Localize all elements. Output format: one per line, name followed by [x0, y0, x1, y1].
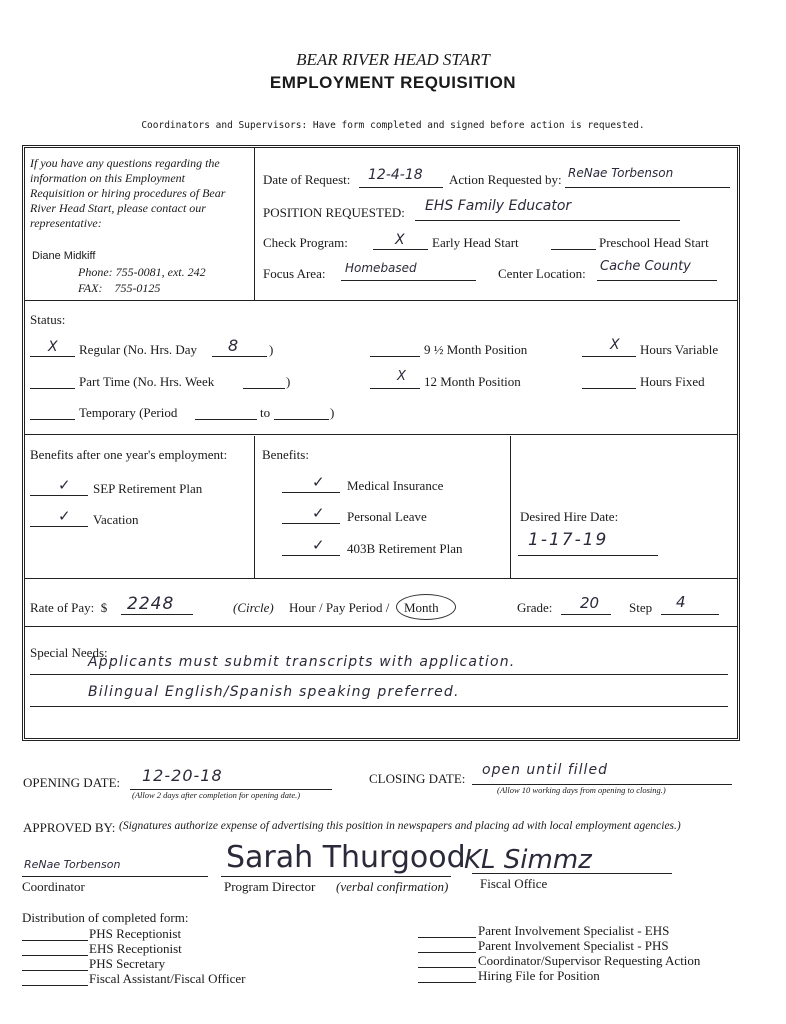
special-needs-heading: Special Needs:	[30, 645, 108, 660]
circle-label: (Circle)	[233, 600, 274, 615]
vacation-label: Vacation	[93, 512, 139, 527]
contact-phone: Phone: 755-0081, ext. 242	[78, 265, 206, 279]
personal-leave-check-mark: ✓	[312, 504, 325, 522]
temporary-from-line	[195, 419, 257, 420]
contact-name: Diane Midkiff	[32, 250, 96, 262]
sep-label: SEP Retirement Plan	[93, 481, 203, 496]
nine-month-label: 9 ½ Month Position	[424, 342, 528, 357]
month-circle	[396, 594, 456, 620]
phs-check-line	[551, 249, 596, 250]
ehs-check-mark: X	[395, 232, 405, 248]
special-needs-line-2	[30, 706, 728, 707]
step-value: 4	[676, 593, 686, 611]
distribution-item: Parent Involvement Specialist - EHS	[478, 923, 670, 938]
ehs-check-line	[373, 249, 428, 250]
distribution-item: PHS Secretary	[89, 956, 166, 971]
contact-block	[30, 156, 248, 231]
grade-line	[561, 614, 611, 615]
medical-check-line	[282, 492, 340, 493]
regular-hours-line	[212, 356, 267, 357]
grade-value: 20	[580, 594, 600, 612]
personal-leave-label: Personal Leave	[347, 509, 427, 524]
temporary-to-line	[274, 419, 329, 420]
action-requested-value: ReNae Torbenson	[568, 166, 674, 180]
distribution-check-line	[418, 967, 476, 968]
medical-check-mark: ✓	[312, 473, 325, 491]
part-time-close: )	[286, 374, 291, 389]
medical-label: Medical Insurance	[347, 478, 444, 493]
opening-date-note: (Allow 2 days after completion for opening date.)	[132, 790, 301, 800]
opening-date-value: 12-20-18	[142, 766, 223, 785]
distribution-check-line	[418, 937, 476, 938]
contact-fax: FAX: 755-0125	[78, 281, 161, 295]
twelve-month-label: 12 Month Position	[424, 374, 521, 389]
contact-line: representative:	[30, 216, 102, 230]
check-program-label: Check Program:	[263, 235, 348, 250]
part-time-check-line	[30, 388, 75, 389]
distribution-check-line	[22, 940, 88, 941]
date-of-request-line	[359, 187, 443, 188]
sep-check-line	[30, 495, 88, 496]
regular-check-mark: X	[48, 339, 58, 355]
instruction-text: Coordinators and Supervisors: Have form completed and signed before action is requested.	[141, 120, 645, 131]
divider	[24, 578, 738, 579]
director-line	[221, 876, 451, 877]
regular-check-line	[30, 356, 75, 357]
distribution-item: Parent Involvement Specialist - PHS	[478, 938, 669, 953]
date-of-request-value: 12-4-18	[368, 167, 423, 183]
desired-hire-date-label: Desired Hire Date:	[520, 509, 619, 524]
distribution-check-line	[22, 985, 88, 986]
form-title: EMPLOYMENT REQUISITION	[269, 73, 517, 92]
personal-leave-check-line	[282, 523, 340, 524]
desired-hire-date-value: 1-17-19	[528, 530, 609, 550]
center-location-value: Cache County	[600, 259, 691, 274]
grade-label: Grade:	[517, 600, 553, 615]
divider	[254, 436, 255, 578]
regular-label: Regular (No. Hrs. Day	[79, 342, 198, 357]
position-label: POSITION REQUESTED:	[263, 205, 405, 220]
focus-area-label: Focus Area:	[263, 266, 326, 281]
approved-by-note: (Signatures authorize expense of advertising this position in newspapers and placing ad with local employment agencies.)	[119, 820, 681, 832]
part-time-hours-line	[243, 388, 285, 389]
desired-hire-date-line	[518, 555, 658, 556]
divider	[24, 626, 738, 627]
distribution-check-line	[418, 982, 476, 983]
step-line	[661, 614, 719, 615]
distribution-check-line	[22, 970, 88, 971]
director-note: (verbal confirmation)	[336, 879, 449, 894]
vacation-check-line	[30, 526, 88, 527]
phs-label: Preschool Head Start	[599, 235, 709, 250]
special-needs-text-2: Bilingual English/Spanish speaking preferred.	[88, 684, 460, 700]
action-requested-line	[565, 187, 730, 188]
contact-line: River Head Start, please contact our	[30, 201, 206, 215]
regular-hours-value: 8	[228, 336, 239, 355]
center-location-line	[597, 280, 717, 281]
contact-line: information on this Employment	[30, 171, 185, 185]
special-needs-line-1	[30, 674, 728, 675]
benefits-after-heading: Benefits after one year's employment:	[30, 447, 228, 462]
sep-check-mark: ✓	[58, 476, 71, 494]
nine-month-check-line	[370, 356, 420, 357]
vacation-check-mark: ✓	[58, 507, 71, 525]
fiscal-label: Fiscal Office	[480, 876, 548, 891]
ehs-label: Early Head Start	[432, 235, 519, 250]
403b-check-mark: ✓	[312, 536, 325, 554]
hours-variable-check-line	[582, 356, 636, 357]
coordinator-signature: ReNae Torbenson	[24, 858, 121, 871]
divider	[24, 300, 738, 301]
divider	[254, 147, 255, 300]
hours-fixed-check-line	[582, 388, 636, 389]
twelve-month-check-mark: X	[397, 369, 406, 384]
distribution-item: Fiscal Assistant/Fiscal Officer	[89, 971, 246, 986]
closing-date-note: (Allow 10 working days from opening to closing.)	[497, 785, 666, 795]
distribution-item: Hiring File for Position	[478, 968, 600, 983]
temporary-to: to	[260, 405, 271, 420]
benefits-heading: Benefits:	[262, 447, 309, 462]
director-signature: Sarah Thurgood	[226, 840, 466, 875]
contact-line: If you have any questions regarding the	[30, 156, 220, 170]
hours-fixed-label: Hours Fixed	[640, 374, 705, 389]
director-label: Program Director	[224, 879, 316, 894]
contact-line: Requisition or hiring procedures of Bear	[30, 186, 226, 200]
opening-date-label: OPENING DATE:	[23, 775, 121, 790]
rate-of-pay-line	[121, 614, 193, 615]
org-name: BEAR RIVER HEAD START	[296, 50, 490, 69]
rate-of-pay-label: Rate of Pay: $	[30, 600, 108, 615]
divider	[24, 434, 738, 435]
temporary-check-line	[30, 419, 75, 420]
status-heading: Status:	[30, 312, 66, 327]
center-location-label: Center Location:	[498, 266, 586, 281]
distribution-item: Coordinator/Supervisor Requesting Action	[478, 953, 701, 968]
403b-label: 403B Retirement Plan	[347, 541, 463, 556]
distribution-check-line	[418, 952, 476, 953]
403b-check-line	[282, 555, 340, 556]
closing-date-label: CLOSING DATE:	[369, 771, 466, 786]
coordinator-line	[22, 876, 208, 877]
part-time-label: Part Time (No. Hrs. Week	[79, 374, 215, 389]
approved-by-label: APPROVED BY:	[23, 820, 116, 835]
action-requested-label: Action Requested by:	[449, 172, 562, 187]
coordinator-label: Coordinator	[22, 879, 85, 894]
regular-close: )	[269, 342, 274, 357]
twelve-month-check-line	[370, 388, 420, 389]
closing-date-value: open until filled	[482, 762, 608, 778]
special-needs-text-1: Applicants must submit transcripts with application.	[88, 654, 516, 670]
fiscal-line	[472, 873, 672, 874]
focus-area-value: Homebased	[345, 261, 417, 275]
hours-variable-label: Hours Variable	[640, 342, 719, 357]
distribution-heading: Distribution of completed form:	[22, 910, 189, 925]
step-label: Step	[629, 600, 653, 615]
temporary-label: Temporary (Period	[79, 405, 178, 420]
hour-pay-period-label: Hour / Pay Period /	[289, 600, 390, 615]
month-label: Month	[404, 600, 439, 615]
position-value: EHS Family Educator	[425, 198, 572, 214]
position-line	[415, 220, 680, 221]
temporary-close: )	[330, 405, 335, 420]
date-of-request-label: Date of Request:	[263, 172, 351, 187]
divider	[510, 436, 511, 578]
distribution-item: PHS Receptionist	[89, 926, 182, 941]
rate-of-pay-value: 2248	[127, 594, 175, 614]
focus-area-line	[341, 280, 476, 281]
hours-variable-check-mark: X	[610, 337, 620, 353]
distribution-check-line	[22, 955, 88, 956]
distribution-item: EHS Receptionist	[89, 941, 182, 956]
fiscal-signature: KL Simmz	[464, 845, 592, 875]
